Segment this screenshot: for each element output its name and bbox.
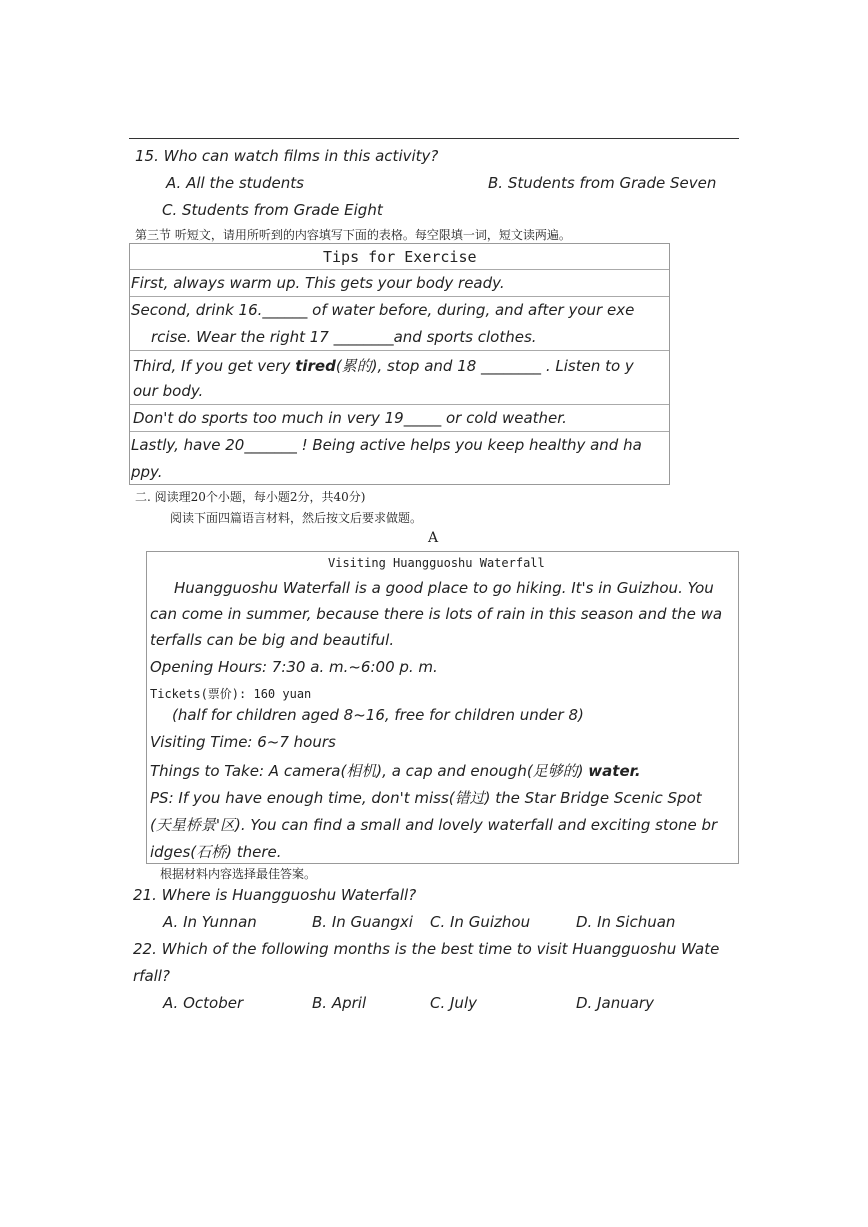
tips-row-2b: rcise. Wear the right 17 ________and sports clothes. [151,328,537,346]
q15-option-a: A. All the students [166,174,304,192]
ps-line-3: idges(石桥) there. [150,843,282,861]
q22-question-line-1: 22. Which of the following months is the best time to visit Huangguoshu Wate [133,940,720,958]
tips-row-1: First, always warm up. This gets your body ready. [131,274,505,292]
passage-title: Visiting Huangguoshu Waterfall [328,556,545,570]
tips-row-3b: our body. [133,382,204,400]
tips-row-2a: Second, drink 16.______ of water before, during, and after your exe [131,301,635,319]
q21-option-a: A. In Yunnan [163,913,257,931]
ps-line-2: (天星桥景'区). You can find a small and lovely waterfall and exciting stone br [150,816,718,834]
q21-option-d: D. In Sichuan [576,913,676,931]
top-rule [129,138,739,139]
q22-question-line-2: rfall? [133,967,170,985]
passage-letter: A [428,530,439,546]
tickets: Tickets(票价): 160 yuan [150,687,312,701]
tips-row-3a-rest: (累的), stop and 18 ________ . Listen to y [335,357,634,375]
tips-row-3a [133,355,634,376]
q21-question: 21. Where is Huangguoshu Waterfall? [133,886,417,904]
tickets-note: (half for children aged 8~16, free for children under 8) [172,706,584,724]
table-divider [130,350,669,351]
table-divider [130,404,669,405]
section3-instruction: 第三节 听短文，请用所听到的内容填写下面的表格。每空限填一词，短文读两遍。 [135,228,571,242]
q15-option-c: C. Students from Grade Eight [162,201,383,219]
q22-option-d: D. January [576,994,654,1012]
tips-title: Tips for Exercise [323,248,477,266]
passage-line-2: can come in summer, because there is lots of rain in this season and the wa [150,605,723,623]
table-divider [130,269,669,270]
q15-question: 15. Who can watch films in this activity? [135,147,439,165]
section2-instruction: 阅读下面四篇语言材料，然后按文后要求做题。 [170,511,423,525]
q21-option-b: B. In Guangxi [312,913,413,931]
section2-header: 二. 阅读理20个小题，每小题2分，共40分) [135,490,366,504]
things-to-take-bold: water. [588,762,641,780]
tips-table [129,243,670,485]
tips-row-5b: ppy. [131,463,163,481]
things-to-take-text: Things to Take: A camera(相机), a cap and enough(足够的) [150,762,589,780]
passage-line-3: terfalls can be big and beautiful. [150,631,395,649]
passage-line-1: Huangguoshu Waterfall is a good place to go hiking. It's in Guizhou. You [174,579,714,597]
q21-option-c: C. In Guizhou [430,913,531,931]
ps-line-1: PS: If you have enough time, don't miss(错过) the Star Bridge Scenic Spot [150,789,702,807]
opening-hours: Opening Hours: 7:30 a. m.~6:00 p. m. [150,658,438,676]
q22-option-c: C. July [430,994,477,1012]
choose-instruction: 根据材料内容选择最佳答案。 [160,867,317,881]
tips-row-3a-text: Third, If you get very [133,357,296,375]
visiting-time: Visiting Time: 6~7 hours [150,733,336,751]
q15-option-b: B. Students from Grade Seven [488,174,717,192]
table-divider [130,431,669,432]
tips-row-5a: Lastly, have 20_______ ! Being active helps you keep healthy and ha [131,436,642,454]
q22-option-a: A. October [163,994,244,1012]
q22-option-b: B. April [312,994,367,1012]
table-divider [130,296,669,297]
tips-row-3a-bold: tired [295,357,336,375]
tips-row-4: Don't do sports too much in very 19_____ or cold weather. [133,409,567,427]
things-to-take [150,760,641,781]
passage-box [146,551,739,864]
